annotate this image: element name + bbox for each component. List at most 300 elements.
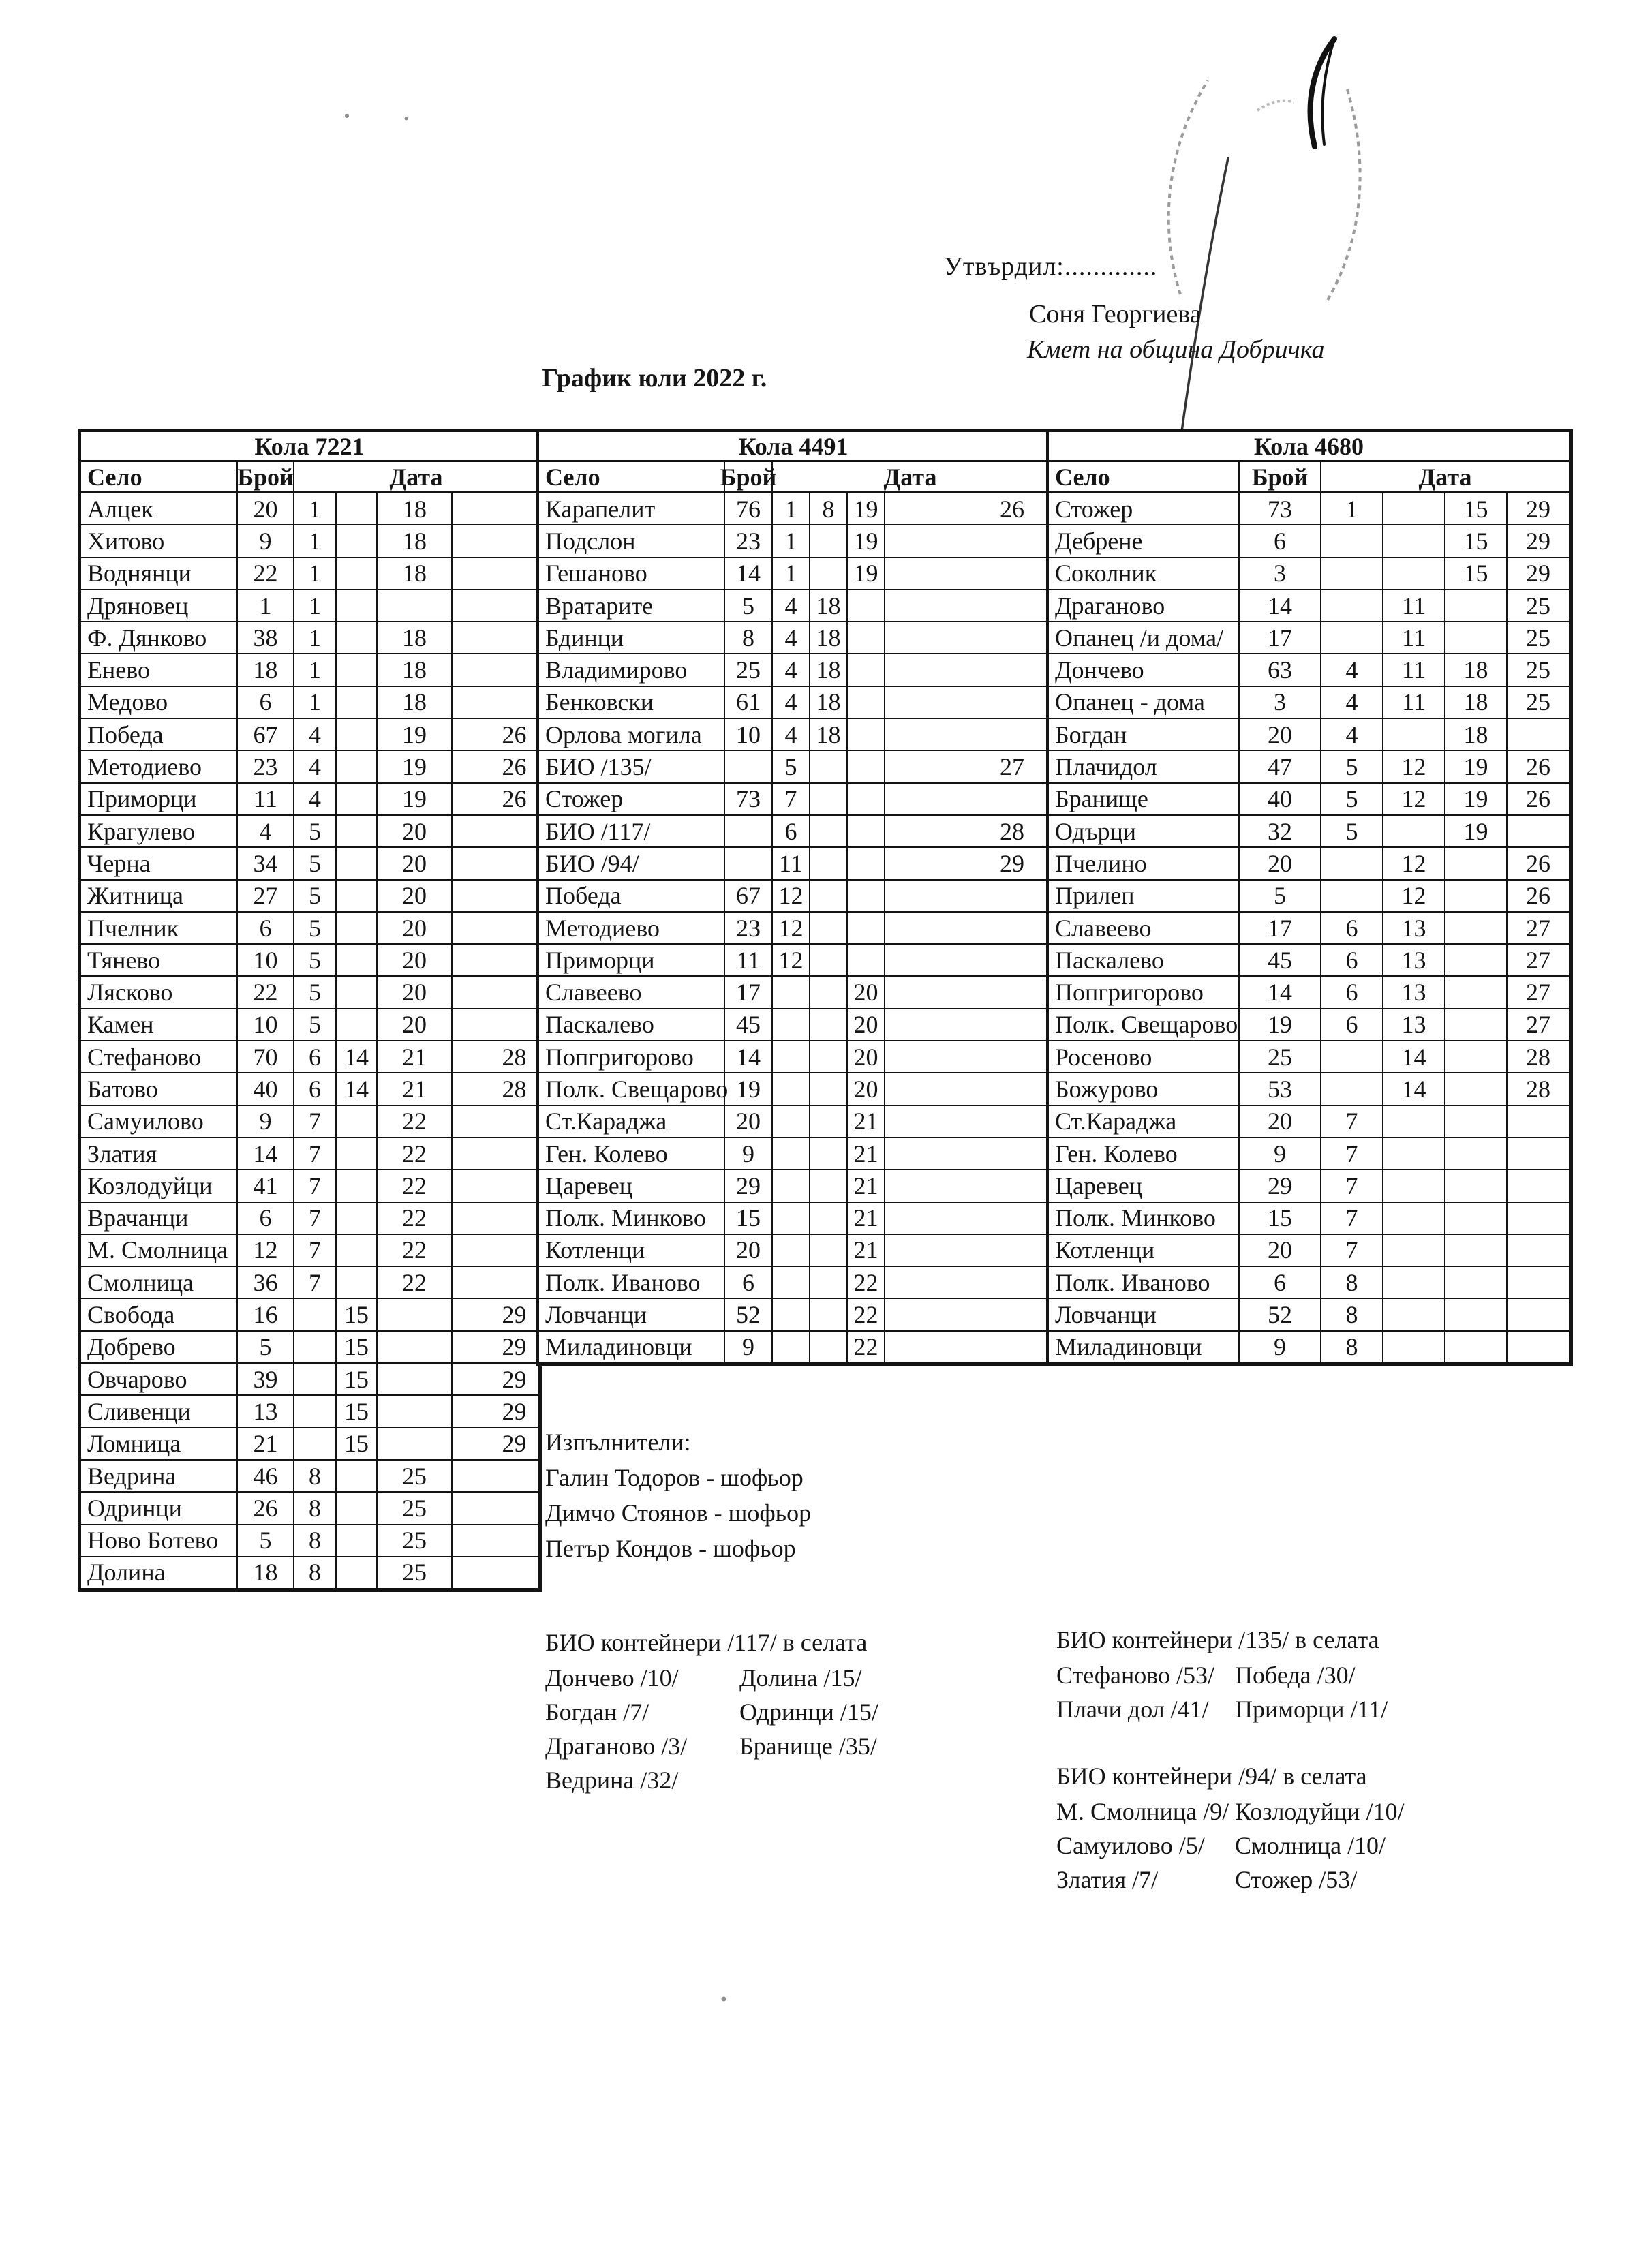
cell-date: 18 — [378, 654, 453, 686]
cell-count: 11 — [725, 945, 773, 977]
cell-date — [810, 913, 848, 945]
cell-date — [453, 913, 539, 945]
cell-village: Прилеп — [1049, 881, 1240, 913]
cell-village: Свобода — [81, 1299, 238, 1331]
cell-date: 21 — [848, 1106, 885, 1138]
cell-count: 20 — [1240, 719, 1321, 751]
cell-count: 5 — [238, 1525, 294, 1557]
cell-date — [885, 945, 1049, 977]
cell-date: 20 — [848, 1009, 885, 1041]
cell-date — [453, 1235, 539, 1267]
cell-date — [1383, 1170, 1446, 1202]
car-header: Кола 4680 — [1049, 432, 1570, 462]
cell-village: Ст.Караджа — [539, 1106, 725, 1138]
cell-village: Методиево — [539, 913, 725, 945]
cell-date — [337, 913, 378, 945]
cell-date: 4 — [773, 622, 810, 654]
cell-village: Плачидол — [1049, 751, 1240, 783]
cell-date — [885, 913, 1049, 945]
cell-date — [848, 816, 885, 848]
bio-list-item: Приморци /11/ — [1235, 1696, 1388, 1723]
cell-count: 63 — [1240, 654, 1321, 686]
cell-date — [1321, 1041, 1383, 1073]
cell-date: 15 — [1446, 525, 1508, 557]
cell-date: 1 — [294, 654, 337, 686]
cell-date: 20 — [378, 977, 453, 1009]
cell-count: 9 — [1240, 1138, 1321, 1170]
cell-count: 38 — [238, 622, 294, 654]
cell-date: 26 — [885, 493, 1049, 525]
cell-date — [378, 1428, 453, 1461]
cell-date — [848, 751, 885, 783]
cell-date: 7 — [294, 1267, 337, 1299]
cell-village: Царевец — [1049, 1170, 1240, 1202]
cell-date — [885, 1267, 1049, 1299]
cell-date: 14 — [337, 1041, 378, 1073]
cell-date — [848, 687, 885, 719]
cell-date — [810, 881, 848, 913]
cell-date: 4 — [294, 719, 337, 751]
cell-date: 13 — [1383, 977, 1446, 1009]
cell-date — [885, 1235, 1049, 1267]
bio-list-item: Бранище /35/ — [739, 1732, 877, 1760]
cell-date: 25 — [1508, 687, 1570, 719]
cell-date — [1508, 816, 1570, 848]
cell-count: 13 — [238, 1396, 294, 1428]
cell-date: 7 — [1321, 1170, 1383, 1202]
cell-count: 76 — [725, 493, 773, 525]
approval-block — [944, 254, 1325, 363]
cell-village: Миладиновци — [1049, 1332, 1240, 1364]
cell-date: 29 — [453, 1332, 539, 1364]
cell-date — [810, 1203, 848, 1235]
cell-date — [1321, 848, 1383, 880]
cell-date — [1446, 913, 1508, 945]
cell-date: 26 — [1508, 881, 1570, 913]
cell-date: 22 — [848, 1267, 885, 1299]
cell-date: 7 — [294, 1170, 337, 1202]
cell-date: 25 — [1508, 622, 1570, 654]
cell-village: Козлодуйци — [81, 1170, 238, 1202]
cell-village: Батово — [81, 1073, 238, 1105]
cell-date — [1321, 525, 1383, 557]
cell-date — [885, 881, 1049, 913]
cell-date: 12 — [1383, 784, 1446, 816]
cell-date — [1508, 1203, 1570, 1235]
cell-count: 9 — [725, 1332, 773, 1364]
cell-date: 19 — [1446, 784, 1508, 816]
cell-date: 6 — [1321, 1009, 1383, 1041]
cell-count: 21 — [238, 1428, 294, 1461]
cell-date: 22 — [848, 1332, 885, 1364]
cell-village: Орлова могила — [539, 719, 725, 751]
cell-date — [337, 751, 378, 783]
bio-list-columns — [1056, 1663, 1388, 1731]
cell-date — [1508, 719, 1570, 751]
cell-date — [337, 1203, 378, 1235]
cell-village: Карапелит — [539, 493, 725, 525]
cell-date: 8 — [294, 1461, 337, 1493]
cell-date — [1446, 848, 1508, 880]
cell-date — [885, 558, 1049, 590]
cell-village: Долина — [81, 1557, 238, 1589]
bio-list-column — [1056, 1663, 1235, 1731]
cell-date: 13 — [1383, 1009, 1446, 1041]
cell-date: 4 — [773, 654, 810, 686]
cell-date — [810, 1073, 848, 1105]
car-header: Кола 4491 — [539, 432, 1049, 462]
cell-date: 20 — [378, 881, 453, 913]
cell-count: 10 — [238, 1009, 294, 1041]
cell-count: 12 — [238, 1235, 294, 1267]
cell-date: 1 — [294, 590, 337, 622]
cell-date: 12 — [1383, 751, 1446, 783]
cell-count: 17 — [1240, 913, 1321, 945]
cell-date — [337, 558, 378, 590]
bio-list-94 — [1056, 1764, 1404, 1901]
cell-village: Камен — [81, 1009, 238, 1041]
cell-village: Бенковски — [539, 687, 725, 719]
cell-village: Соколник — [1049, 558, 1240, 590]
cell-date — [1321, 622, 1383, 654]
cell-date — [1383, 1332, 1446, 1364]
cell-date — [1383, 558, 1446, 590]
cell-date: 26 — [1508, 751, 1570, 783]
bio-list-title: БИО контейнери /94/ в селата — [1056, 1762, 1367, 1790]
cell-date: 18 — [810, 590, 848, 622]
cell-date: 7 — [1321, 1138, 1383, 1170]
cell-date — [773, 1106, 810, 1138]
cell-date: 1 — [1321, 493, 1383, 525]
cell-village: Ломница — [81, 1428, 238, 1461]
bio-list-item: Плачи дол /41/ — [1056, 1696, 1209, 1723]
cell-date: 18 — [810, 622, 848, 654]
car-header: Кола 7221 — [81, 432, 539, 462]
date-column-header: Дата — [294, 462, 539, 493]
cell-count: 20 — [725, 1106, 773, 1138]
cell-date — [848, 848, 885, 880]
cell-date — [337, 848, 378, 880]
cell-date: 20 — [848, 977, 885, 1009]
cell-date: 12 — [1383, 881, 1446, 913]
bio-list-item: Козлодуйци /10/ — [1235, 1798, 1405, 1825]
cell-date — [810, 1235, 848, 1267]
cell-date — [453, 1525, 539, 1557]
cell-village: Врачанци — [81, 1203, 238, 1235]
cell-date: 12 — [773, 945, 810, 977]
cell-date — [1321, 881, 1383, 913]
cell-count: 67 — [238, 719, 294, 751]
cell-count: 6 — [1240, 525, 1321, 557]
cell-count: 3 — [1240, 687, 1321, 719]
cell-date: 26 — [453, 784, 539, 816]
cell-date: 26 — [453, 751, 539, 783]
cell-date: 20 — [378, 913, 453, 945]
cell-date: 11 — [1383, 622, 1446, 654]
approver-title: Кмет на община Добричка — [1027, 335, 1325, 364]
cell-count: 41 — [238, 1170, 294, 1202]
cell-date — [885, 1138, 1049, 1170]
cell-count: 29 — [1240, 1170, 1321, 1202]
cell-count: 22 — [238, 558, 294, 590]
cell-count: 27 — [238, 881, 294, 913]
cell-count: 15 — [725, 1203, 773, 1235]
cell-date: 28 — [885, 816, 1049, 848]
cell-date: 21 — [848, 1203, 885, 1235]
cell-count: 73 — [1240, 493, 1321, 525]
cell-count: 6 — [1240, 1267, 1321, 1299]
cell-date: 7 — [1321, 1106, 1383, 1138]
cell-date: 5 — [1321, 816, 1383, 848]
cell-date — [810, 848, 848, 880]
cell-date: 27 — [1508, 913, 1570, 945]
bio-list-columns — [1056, 1799, 1404, 1901]
cell-village: Полк. Свещарово — [539, 1073, 725, 1105]
cell-date — [1508, 1235, 1570, 1267]
cell-date: 15 — [1446, 493, 1508, 525]
cell-date: 6 — [294, 1041, 337, 1073]
bio-list-title: БИО контейнери /117/ в селата — [545, 1629, 868, 1656]
cell-count: 6 — [725, 1267, 773, 1299]
cell-date: 18 — [1446, 654, 1508, 686]
cell-village: Царевец — [539, 1170, 725, 1202]
date-column-header: Дата — [773, 462, 1049, 493]
cell-count: 23 — [725, 913, 773, 945]
bio-list-column — [1056, 1799, 1235, 1901]
cell-count: 17 — [1240, 622, 1321, 654]
cell-village: Бдинци — [539, 622, 725, 654]
cell-date — [810, 1299, 848, 1331]
cell-village: Драганово — [1049, 590, 1240, 622]
cell-village: Методиево — [81, 751, 238, 783]
cell-date: 1 — [773, 493, 810, 525]
cell-village: Стефаново — [81, 1041, 238, 1073]
cell-count: 9 — [1240, 1332, 1321, 1364]
cell-village: Самуилово — [81, 1106, 238, 1138]
cell-date: 8 — [810, 493, 848, 525]
table-kola-4680 — [1046, 429, 1573, 1366]
cell-date: 28 — [1508, 1073, 1570, 1105]
cell-date: 22 — [378, 1235, 453, 1267]
cell-village: Овчарово — [81, 1364, 238, 1396]
cell-date: 19 — [1446, 751, 1508, 783]
cell-date: 14 — [337, 1073, 378, 1105]
cell-village: Ф. Дянково — [81, 622, 238, 654]
cell-village: Владимирово — [539, 654, 725, 686]
cell-date — [810, 1332, 848, 1364]
cell-date: 15 — [337, 1396, 378, 1428]
cell-date: 13 — [1383, 945, 1446, 977]
cell-date — [1383, 1138, 1446, 1170]
cell-date — [885, 1009, 1049, 1041]
cell-village: Полк. Свещарово — [1049, 1009, 1240, 1041]
cell-date — [453, 654, 539, 686]
cell-date — [848, 881, 885, 913]
cell-date — [848, 913, 885, 945]
cell-count: 14 — [725, 1041, 773, 1073]
cell-date — [1446, 1009, 1508, 1041]
cell-date: 6 — [1321, 977, 1383, 1009]
cell-date: 19 — [1446, 816, 1508, 848]
cell-village: Алцек — [81, 493, 238, 525]
cell-date — [453, 622, 539, 654]
cell-date: 18 — [378, 622, 453, 654]
cell-count: 14 — [1240, 977, 1321, 1009]
bio-list-item: Победа /30/ — [1235, 1662, 1356, 1689]
cell-date — [1446, 1073, 1508, 1105]
cell-date — [453, 1557, 539, 1589]
cell-date: 20 — [378, 945, 453, 977]
cell-date — [337, 590, 378, 622]
cell-date: 5 — [773, 751, 810, 783]
bio-list-item: Долина /15/ — [739, 1664, 862, 1692]
cell-date — [810, 784, 848, 816]
cell-village: М. Смолница — [81, 1235, 238, 1267]
cell-date — [810, 751, 848, 783]
cell-village: Лясково — [81, 977, 238, 1009]
cell-date: 21 — [378, 1041, 453, 1073]
cell-date — [294, 1299, 337, 1331]
cell-village: Подслон — [539, 525, 725, 557]
cell-village: Божурово — [1049, 1073, 1240, 1105]
cell-date — [773, 977, 810, 1009]
cell-date: 18 — [1446, 687, 1508, 719]
cell-count: 45 — [725, 1009, 773, 1041]
cell-date — [1383, 1267, 1446, 1299]
cell-date: 19 — [848, 493, 885, 525]
cell-count: 18 — [238, 1557, 294, 1589]
cell-date — [1446, 881, 1508, 913]
cell-date — [773, 1170, 810, 1202]
cell-date: 25 — [378, 1525, 453, 1557]
cell-date: 7 — [773, 784, 810, 816]
cell-count: 20 — [1240, 848, 1321, 880]
cell-count: 17 — [725, 977, 773, 1009]
cell-village: Воднянци — [81, 558, 238, 590]
bio-list-117 — [545, 1630, 878, 1802]
cell-date — [885, 1299, 1049, 1331]
cell-date — [337, 1170, 378, 1202]
cell-date: 29 — [1508, 558, 1570, 590]
cell-date: 28 — [1508, 1041, 1570, 1073]
cell-date — [337, 622, 378, 654]
cell-date: 27 — [1508, 1009, 1570, 1041]
cell-date: 7 — [294, 1138, 337, 1170]
cell-date — [1446, 1170, 1508, 1202]
bio-list-item: Златия /7/ — [1056, 1866, 1159, 1893]
cell-date: 25 — [378, 1493, 453, 1525]
cell-date — [885, 1170, 1049, 1202]
cell-date — [1508, 1170, 1570, 1202]
cell-date — [337, 1235, 378, 1267]
cell-count: 14 — [1240, 590, 1321, 622]
cell-date — [1321, 590, 1383, 622]
cell-date: 27 — [1508, 977, 1570, 1009]
cell-date — [337, 1493, 378, 1525]
cell-village: Паскалево — [539, 1009, 725, 1041]
cell-date — [337, 525, 378, 557]
cell-date: 18 — [378, 558, 453, 590]
cell-date — [885, 719, 1049, 751]
cell-count: 23 — [725, 525, 773, 557]
cell-count: 20 — [1240, 1235, 1321, 1267]
cell-count: 25 — [1240, 1041, 1321, 1073]
cell-date — [453, 493, 539, 525]
cell-date — [885, 1106, 1049, 1138]
cell-date — [1383, 1106, 1446, 1138]
cell-village: Крагулево — [81, 816, 238, 848]
cell-date — [1383, 493, 1446, 525]
cell-count: 14 — [238, 1138, 294, 1170]
cell-village: Приморци — [539, 945, 725, 977]
cell-date — [1508, 1267, 1570, 1299]
cell-village: Пчелник — [81, 913, 238, 945]
approver-name: Соня Георгиева — [1029, 300, 1202, 328]
cell-date: 27 — [885, 751, 1049, 783]
cell-date — [810, 816, 848, 848]
cell-village: БИО /117/ — [539, 816, 725, 848]
cell-count: 5 — [725, 590, 773, 622]
cell-date — [1446, 1299, 1508, 1331]
cell-count: 40 — [1240, 784, 1321, 816]
cell-village: Ведрина — [81, 1461, 238, 1493]
cell-count: 5 — [238, 1332, 294, 1364]
cell-village: Дряновец — [81, 590, 238, 622]
cell-village: Медово — [81, 687, 238, 719]
table-kola-4491 — [536, 429, 1052, 1366]
cell-date — [453, 848, 539, 880]
cell-date: 22 — [378, 1138, 453, 1170]
cell-date: 20 — [378, 816, 453, 848]
cell-date — [810, 1041, 848, 1073]
cell-date — [1383, 1235, 1446, 1267]
cell-date: 18 — [378, 687, 453, 719]
cell-date: 20 — [378, 1009, 453, 1041]
cell-village: Житница — [81, 881, 238, 913]
cell-date: 11 — [1383, 654, 1446, 686]
cell-date: 8 — [294, 1493, 337, 1525]
cell-date: 22 — [378, 1170, 453, 1202]
cell-count: 6 — [238, 913, 294, 945]
cell-date — [810, 1267, 848, 1299]
cell-date — [378, 590, 453, 622]
cell-count: 9 — [238, 1106, 294, 1138]
count-column-header: Брой — [1240, 462, 1321, 493]
cell-count: 8 — [725, 622, 773, 654]
cell-date: 5 — [294, 1009, 337, 1041]
cell-date — [453, 687, 539, 719]
cell-date: 1 — [294, 525, 337, 557]
cell-village: Златия — [81, 1138, 238, 1170]
cell-date — [1446, 1332, 1508, 1364]
cell-date — [848, 622, 885, 654]
cell-date — [773, 1138, 810, 1170]
table-kola-7221 — [78, 429, 542, 1592]
cell-date: 6 — [294, 1073, 337, 1105]
cell-date — [1446, 1041, 1508, 1073]
cell-count: 25 — [725, 654, 773, 686]
cell-village: Гешаново — [539, 558, 725, 590]
cell-date: 7 — [294, 1203, 337, 1235]
cell-count: 61 — [725, 687, 773, 719]
cell-date: 5 — [294, 816, 337, 848]
cell-date: 19 — [848, 525, 885, 557]
cell-date: 1 — [294, 622, 337, 654]
cell-date — [885, 590, 1049, 622]
cell-date: 7 — [294, 1235, 337, 1267]
cell-village: Полк. Минково — [1049, 1203, 1240, 1235]
cell-village: Стожер — [539, 784, 725, 816]
